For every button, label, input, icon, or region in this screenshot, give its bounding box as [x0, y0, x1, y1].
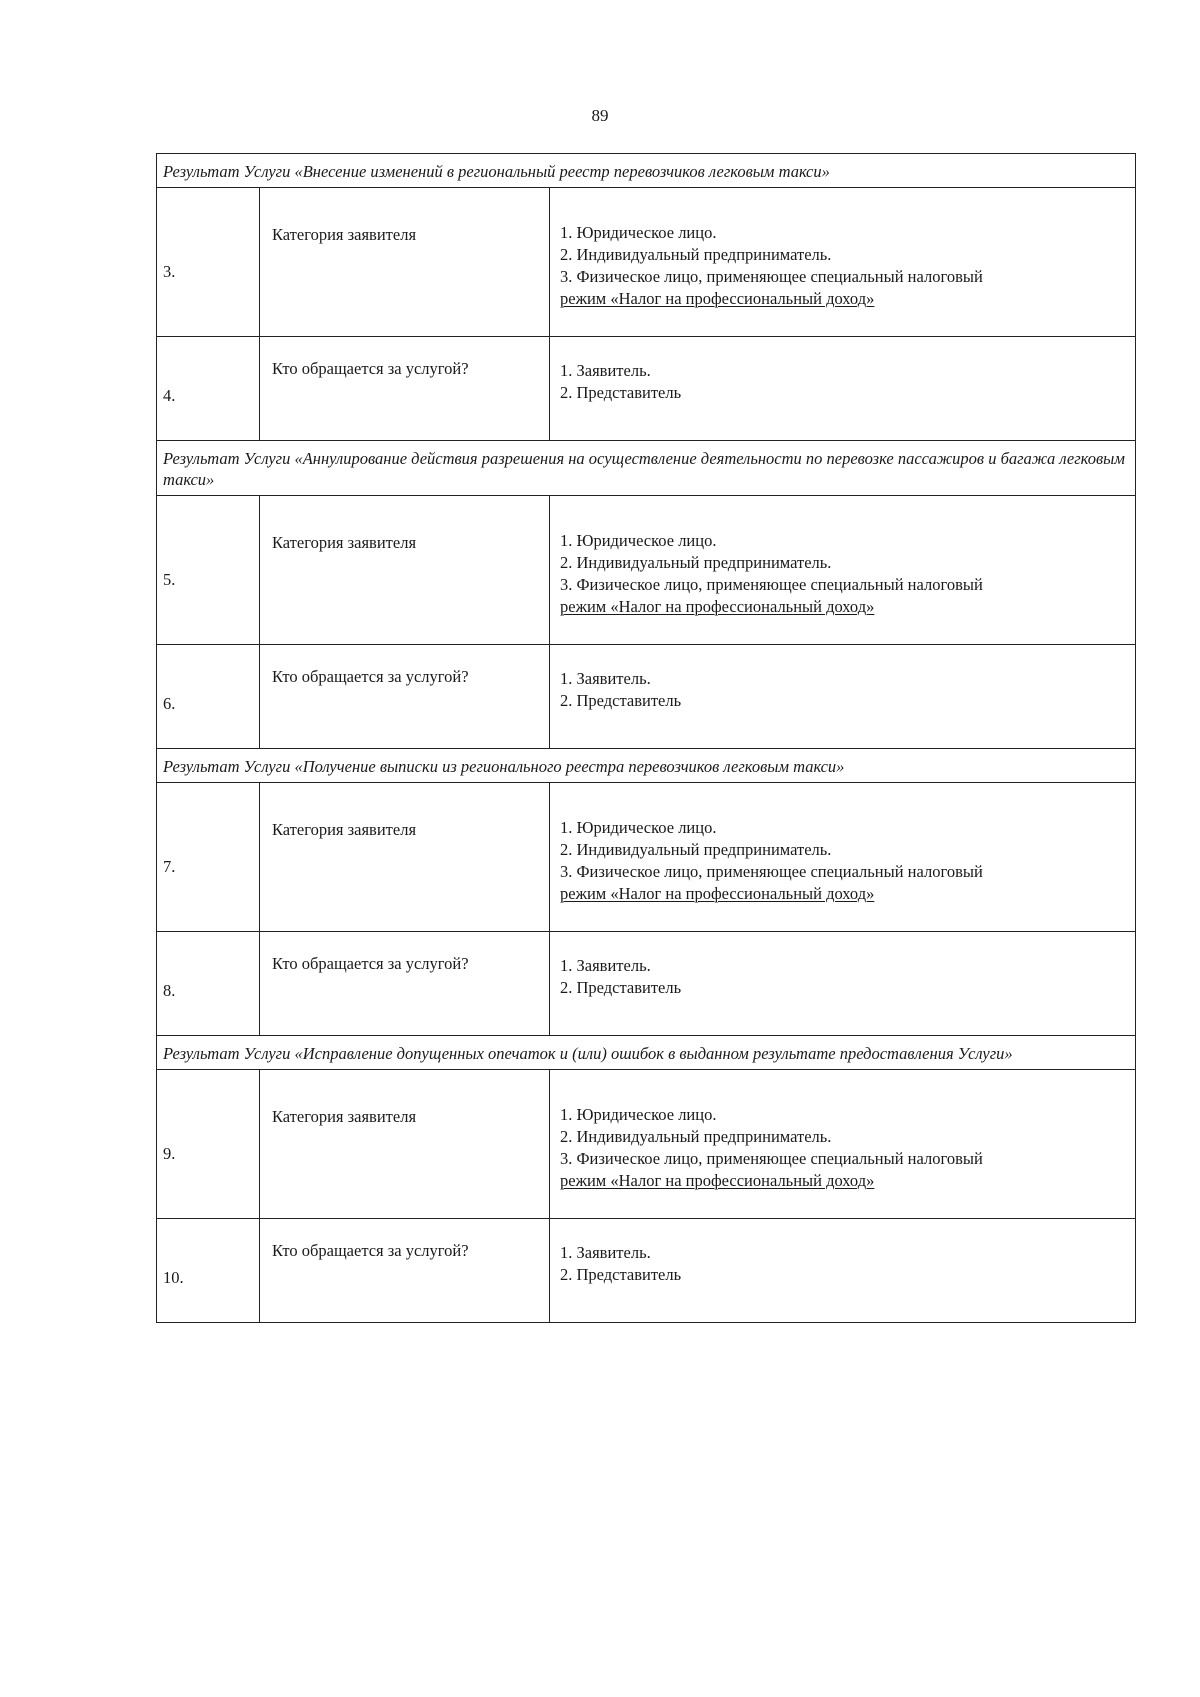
- value-line: 1. Юридическое лицо.: [560, 223, 717, 242]
- table-row: [157, 337, 1136, 441]
- value-cell: [550, 783, 1136, 932]
- row-number: 5.: [157, 496, 260, 645]
- row-number: 6.: [157, 645, 260, 749]
- value-line: 1. Юридическое лицо.: [560, 818, 717, 837]
- row-number: 9.: [157, 1070, 260, 1219]
- value-cell: [550, 496, 1136, 645]
- table-row: [157, 188, 1136, 337]
- value-line: 3. Физическое лицо, применяющее специальный налоговый: [560, 862, 983, 881]
- table-row: [157, 1219, 1136, 1323]
- value-line: режим «Налог на профессиональный доход»: [560, 1171, 875, 1190]
- value-cell: [550, 188, 1136, 337]
- section-header-row: [157, 154, 1136, 188]
- value-line: 2. Индивидуальный предприниматель.: [560, 1127, 832, 1146]
- parameter-cell: Категория заявителя: [260, 188, 550, 337]
- value-line: 1. Заявитель.: [560, 669, 651, 688]
- row-number: 10.: [157, 1219, 260, 1323]
- parameter-cell: Кто обращается за услугой?: [260, 337, 550, 441]
- value-line: 3. Физическое лицо, применяющее специальный налоговый: [560, 575, 983, 594]
- value-line: режим «Налог на профессиональный доход»: [560, 884, 875, 903]
- section-title: Результат Услуги «Внесение изменений в региональный реестр перевозчиков легковым такси»: [157, 154, 1136, 188]
- page-number: 89: [591, 106, 609, 125]
- value-line: 2. Представитель: [560, 383, 682, 402]
- table-row: [157, 645, 1136, 749]
- section-header-row: [157, 441, 1136, 496]
- row-number: 8.: [157, 932, 260, 1036]
- value-line: 3. Физическое лицо, применяющее специальный налоговый: [560, 1149, 983, 1168]
- table-row: [157, 932, 1136, 1036]
- value-cell: [550, 1070, 1136, 1219]
- value-line: 1. Заявитель.: [560, 361, 651, 380]
- value-line: 2. Представитель: [560, 1265, 682, 1284]
- section-title: Результат Услуги «Получение выписки из регионального реестра перевозчиков легковым такси»: [157, 749, 1136, 783]
- table-row: [157, 1070, 1136, 1219]
- value-cell: [550, 1219, 1136, 1323]
- value-line: 2. Индивидуальный предприниматель.: [560, 840, 832, 859]
- section-title: Результат Услуги «Аннулирование действия разрешения на осуществление деятельности по перевозке пассажиров и багажа легковым такси»: [157, 441, 1136, 496]
- section-header-row: [157, 749, 1136, 783]
- row-number: 4.: [157, 337, 260, 441]
- parameter-cell: Кто обращается за услугой?: [260, 645, 550, 749]
- value-line: 1. Заявитель.: [560, 956, 651, 975]
- value-cell: [550, 337, 1136, 441]
- section-header-row: [157, 1036, 1136, 1070]
- value-line: 2. Индивидуальный предприниматель.: [560, 553, 832, 572]
- value-line: 1. Заявитель.: [560, 1243, 651, 1262]
- value-cell: [550, 645, 1136, 749]
- value-line: режим «Налог на профессиональный доход»: [560, 597, 875, 616]
- value-line: 3. Физическое лицо, применяющее специальный налоговый: [560, 267, 983, 286]
- parameter-cell: Кто обращается за услугой?: [260, 1219, 550, 1323]
- table-row: [157, 783, 1136, 932]
- value-line: 2. Индивидуальный предприниматель.: [560, 245, 832, 264]
- value-line: режим «Налог на профессиональный доход»: [560, 289, 875, 308]
- row-number: 3.: [157, 188, 260, 337]
- value-line: 2. Представитель: [560, 691, 682, 710]
- table-row: [157, 496, 1136, 645]
- value-line: 2. Представитель: [560, 978, 682, 997]
- parameter-cell: Категория заявителя: [260, 1070, 550, 1219]
- services-table: [156, 153, 1136, 1323]
- parameter-cell: Категория заявителя: [260, 496, 550, 645]
- value-line: 1. Юридическое лицо.: [560, 531, 717, 550]
- row-number: 7.: [157, 783, 260, 932]
- value-line: 1. Юридическое лицо.: [560, 1105, 717, 1124]
- value-cell: [550, 932, 1136, 1036]
- parameter-cell: Категория заявителя: [260, 783, 550, 932]
- section-title: Результат Услуги «Исправление допущенных опечаток и (или) ошибок в выданном результате предоставления Услуги»: [157, 1036, 1136, 1070]
- parameter-cell: Кто обращается за услугой?: [260, 932, 550, 1036]
